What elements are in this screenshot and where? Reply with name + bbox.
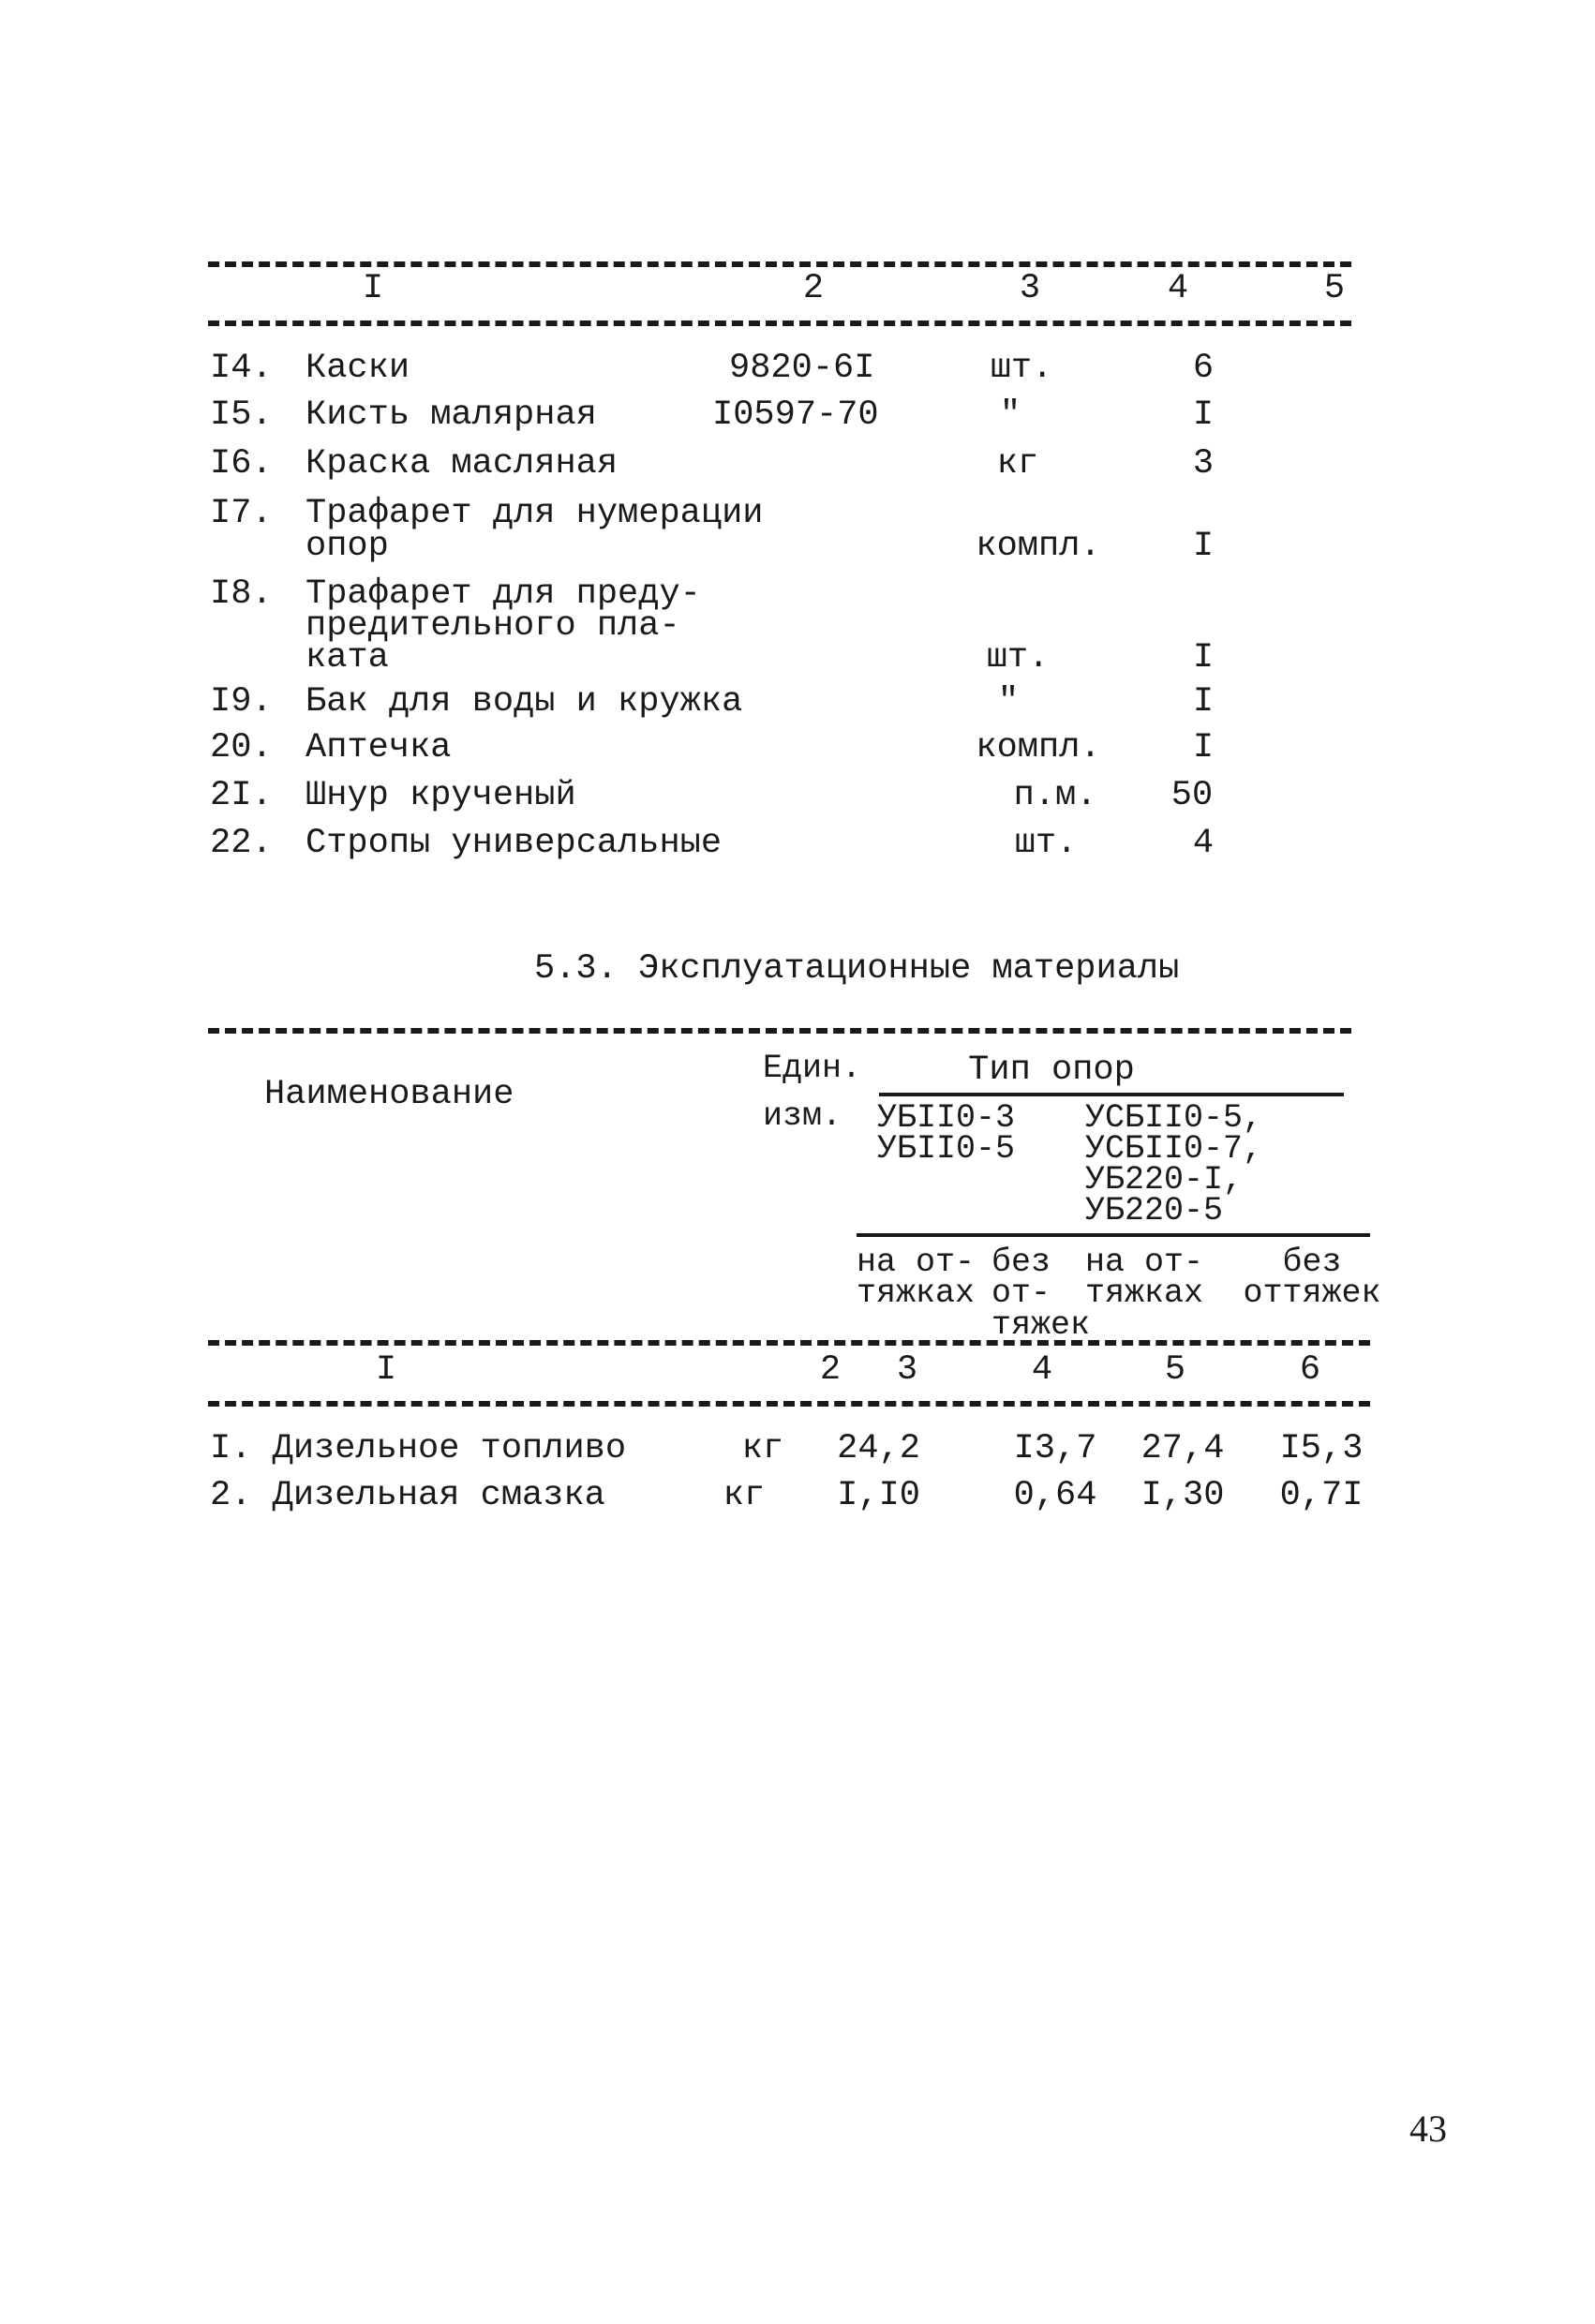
table2-colnum-bottom-rule <box>208 1401 1370 1407</box>
table-row-value: I,30 <box>1140 1476 1225 1515</box>
table-row-unit: кг <box>996 444 1039 484</box>
table-row-qty: I <box>1192 728 1215 767</box>
table-row-qty: 6 <box>1192 349 1215 388</box>
table-row-qty: I <box>1192 527 1215 566</box>
table2-top-rule <box>208 1028 1351 1034</box>
table-row-standard: 9820-6I <box>729 349 875 388</box>
table2-colnum-5: 5 <box>1164 1350 1186 1390</box>
table-row-qty: I <box>1192 395 1215 435</box>
type-group2-line1: УСБII0-5, <box>1085 1099 1263 1137</box>
table2-colnum-top-rule <box>208 1340 1370 1346</box>
page-number: 43 <box>1409 2108 1447 2150</box>
table-row-value: I3,7 <box>1013 1429 1097 1468</box>
table-row-value: 24,2 <box>837 1429 920 1468</box>
sub2-line3: тяжек <box>991 1306 1091 1344</box>
table1-header-rule <box>208 320 1351 326</box>
table-row-unit: шт. <box>1014 824 1078 863</box>
table-row-name: Трафарет для преду- <box>306 574 701 614</box>
table-row-unit: компл. <box>976 728 1101 767</box>
table2-colnum-2: 2 <box>819 1350 842 1390</box>
table-row-unit: кг <box>741 1429 784 1468</box>
table-row-unit: " <box>997 682 1020 722</box>
type-group2-line4: УБ220-5 <box>1085 1192 1224 1229</box>
table-row-unit: п.м. <box>1013 776 1097 815</box>
table-row-value: I,I0 <box>837 1476 920 1515</box>
table-row-value: 0,64 <box>1013 1476 1097 1515</box>
sub3-line2: тяжках <box>1085 1274 1204 1312</box>
table-row-num: 20. <box>210 728 273 767</box>
table-row-num: I6. <box>210 444 273 484</box>
table1-top-rule <box>208 261 1351 267</box>
table-row-name: Каски <box>306 349 410 388</box>
table-row-unit: шт. <box>986 638 1050 678</box>
table-row-qty: 4 <box>1192 824 1215 863</box>
table1-header-col5: 5 <box>1323 269 1346 308</box>
sub1-line2: тяжках <box>857 1274 976 1312</box>
table-row-qty: 3 <box>1192 444 1215 484</box>
table-row-value: I5,3 <box>1279 1429 1364 1468</box>
type-group2-line2: УСБII0-7, <box>1085 1130 1263 1168</box>
table-row-num: I8. <box>210 574 273 614</box>
table-row-name-cont: ката <box>306 638 389 678</box>
table-row-qty: 50 <box>1170 776 1214 815</box>
sub2-line2: от- <box>991 1274 1051 1312</box>
table-row-num: I7. <box>210 494 273 533</box>
table-row-num: I4. <box>210 349 273 388</box>
sub1-line1: на от- <box>857 1244 976 1281</box>
table2-colnum-3: 3 <box>896 1350 918 1390</box>
table-row-standard: I0597-70 <box>712 395 879 435</box>
table-row-name: I. Дизельное топливо <box>210 1429 627 1468</box>
table-row-name: 2. Дизельная смазка <box>210 1476 605 1515</box>
table2-colnum-6: 6 <box>1299 1350 1321 1390</box>
table2-head-type-rule <box>879 1093 1344 1096</box>
table2-head-unit-cont: изм. <box>763 1097 842 1135</box>
table1-header-col4: 4 <box>1167 269 1189 308</box>
table-row-num: I5. <box>210 395 273 435</box>
type-group1-line1: УБII0-3 <box>877 1099 1016 1137</box>
table1-header-col1: I <box>362 269 384 308</box>
table2-colnum-1: I <box>375 1350 397 1390</box>
table2-head-unit: Един. <box>763 1050 862 1087</box>
table-row-unit: шт. <box>990 349 1053 388</box>
table-row-name: Краска масляная <box>306 444 619 484</box>
table-row-qty: I <box>1192 638 1215 678</box>
table-row-name: Аптечка <box>306 728 452 767</box>
table-row-value: 27,4 <box>1140 1429 1225 1468</box>
table-row-name-cont: предительного пла- <box>306 606 680 646</box>
table1-header-col3: 3 <box>1019 269 1041 308</box>
section-title: 5.3. Эксплуатационные материалы <box>534 949 1180 989</box>
table-row-num: 2I. <box>210 776 273 815</box>
table-row-num: I9. <box>210 682 273 722</box>
table-row-unit: компл. <box>976 527 1101 566</box>
table-row-name: Кисть малярная <box>306 395 597 435</box>
table-row-name: Шнур крученый <box>306 776 576 815</box>
type-group2-line3: УБ220-I, <box>1085 1161 1244 1199</box>
sub4-line1: без <box>1282 1244 1342 1281</box>
sub2-line1: без <box>991 1244 1051 1281</box>
table-row-name: Бак для воды и кружка <box>306 682 743 722</box>
table2-head-type: Тип опор <box>968 1050 1135 1090</box>
table-row-value: 0,7I <box>1279 1476 1364 1515</box>
table-row-name: Трафарет для нумерации <box>306 494 764 533</box>
table-row-name: Стропы универсальные <box>306 824 723 863</box>
sub4-line2: оттяжек <box>1243 1274 1381 1312</box>
table-row-unit: " <box>999 395 1021 435</box>
table-row-unit: кг <box>723 1476 766 1515</box>
sub3-line1: на от- <box>1085 1244 1204 1281</box>
table2-head-name: Наименование <box>264 1075 514 1114</box>
type-group1-line2: УБII0-5 <box>877 1130 1016 1168</box>
table1-header-col2: 2 <box>802 269 825 308</box>
table2-colnum-4: 4 <box>1031 1350 1053 1390</box>
table-row-name-cont: опор <box>306 527 389 566</box>
table-row-qty: I <box>1192 682 1215 722</box>
table-row-num: 22. <box>210 824 273 863</box>
table2-subheader-rule <box>857 1233 1370 1237</box>
